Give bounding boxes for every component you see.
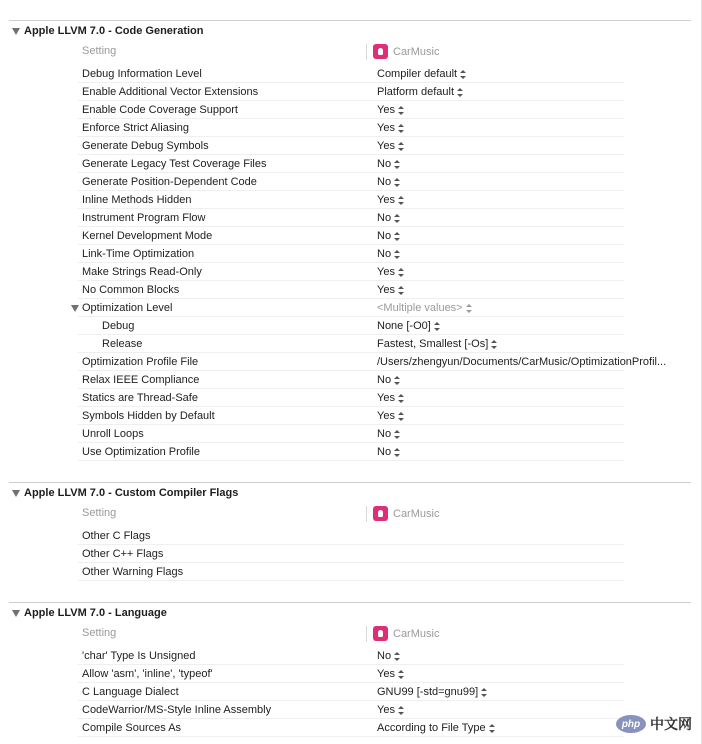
setting-row[interactable] (78, 563, 624, 581)
setting-value[interactable]: /Users/zhengyun/Documents/CarMusic/OptimizationProfil... (377, 356, 667, 368)
stepper-icon[interactable] (398, 196, 405, 205)
setting-label: 'char' Type Is Unsigned (82, 650, 196, 662)
section-header-code-generation[interactable] (12, 25, 203, 37)
setting-row[interactable] (78, 191, 624, 209)
setting-column-label: Setting (82, 507, 117, 519)
setting-value[interactable]: No (377, 428, 401, 440)
setting-label: Generate Position-Dependent Code (82, 176, 257, 188)
setting-label: Relax IEEE Compliance (82, 374, 200, 386)
stepper-icon[interactable] (398, 670, 405, 679)
setting-value[interactable]: Yes (377, 104, 405, 116)
setting-value[interactable]: <Multiple values> (377, 302, 473, 314)
setting-row[interactable] (78, 263, 624, 281)
setting-row[interactable] (78, 665, 624, 683)
setting-label: Compile Sources As (82, 722, 182, 734)
stepper-icon[interactable] (394, 250, 401, 259)
setting-value[interactable]: No (377, 374, 401, 386)
app-target-icon (373, 44, 388, 59)
stepper-icon[interactable] (460, 70, 467, 79)
disclosure-triangle-icon[interactable] (12, 28, 20, 35)
setting-label: Enforce Strict Aliasing (82, 122, 189, 134)
setting-label: Other Warning Flags (82, 566, 184, 578)
setting-label: Debug (102, 320, 135, 332)
setting-label: Generate Legacy Test Coverage Files (82, 158, 267, 170)
setting-row[interactable] (78, 101, 624, 119)
stepper-icon[interactable] (394, 430, 401, 439)
column-header (78, 505, 624, 523)
section-title: Apple LLVM 7.0 - Code Generation (24, 25, 204, 37)
left-gutter (0, 0, 9, 744)
stepper-icon[interactable] (394, 214, 401, 223)
target-column (373, 506, 439, 521)
stepper-icon[interactable] (394, 232, 401, 241)
stepper-icon[interactable] (398, 286, 405, 295)
setting-row[interactable] (78, 647, 624, 665)
setting-label: Symbols Hidden by Default (82, 410, 215, 422)
disclosure-triangle-icon[interactable] (12, 490, 20, 497)
setting-label: CodeWarrior/MS-Style Inline Assembly (82, 704, 272, 716)
watermark-text: 中文网 (650, 716, 692, 732)
setting-label: Statics are Thread-Safe (82, 392, 198, 404)
stepper-icon[interactable] (491, 340, 498, 349)
setting-label: Kernel Development Mode (82, 230, 213, 242)
setting-value[interactable]: Yes (377, 392, 405, 404)
setting-label: C Language Dialect (82, 686, 179, 698)
setting-label: Debug Information Level (82, 68, 202, 80)
setting-value[interactable]: No (377, 230, 401, 242)
setting-label: Optimization Profile File (82, 356, 199, 368)
section-title: Apple LLVM 7.0 - Language (24, 607, 167, 619)
setting-label: Release (102, 338, 143, 350)
setting-row[interactable] (78, 443, 624, 461)
setting-value[interactable]: No (377, 158, 401, 170)
stepper-icon[interactable] (394, 448, 401, 457)
setting-label: Other C Flags (82, 530, 151, 542)
target-name: CarMusic (393, 627, 440, 640)
stepper-icon[interactable] (489, 724, 496, 733)
setting-row[interactable] (78, 425, 624, 443)
setting-row[interactable] (78, 701, 624, 719)
setting-value[interactable]: Yes (377, 668, 405, 680)
target-name: CarMusic (393, 507, 440, 520)
section-header-language[interactable] (12, 607, 167, 619)
setting-column-label: Setting (82, 627, 117, 639)
setting-value[interactable]: Yes (377, 140, 405, 152)
setting-value[interactable]: According to File Type (377, 722, 496, 734)
section-separator (9, 602, 691, 603)
setting-subrow[interactable] (78, 317, 624, 335)
setting-value[interactable]: Yes (377, 410, 405, 422)
setting-row[interactable] (78, 545, 624, 563)
stepper-icon[interactable] (398, 412, 405, 421)
setting-label: Instrument Program Flow (82, 212, 206, 224)
setting-row[interactable] (78, 719, 624, 737)
setting-row[interactable] (78, 209, 624, 227)
stepper-icon[interactable] (394, 652, 401, 661)
setting-label: Enable Additional Vector Extensions (82, 86, 259, 98)
setting-row[interactable] (78, 281, 624, 299)
setting-row[interactable] (78, 227, 624, 245)
setting-label: Generate Debug Symbols (82, 140, 209, 152)
setting-value[interactable]: Yes (377, 704, 405, 716)
setting-value[interactable]: Yes (377, 122, 405, 134)
setting-row[interactable] (78, 389, 624, 407)
stepper-icon[interactable] (434, 322, 441, 331)
stepper-icon[interactable] (394, 376, 401, 385)
section-title: Apple LLVM 7.0 - Custom Compiler Flags (24, 487, 239, 499)
stepper-icon[interactable] (394, 160, 401, 169)
setting-row[interactable] (78, 137, 624, 155)
setting-value[interactable]: Yes (377, 284, 405, 296)
stepper-icon[interactable] (398, 394, 405, 403)
setting-label: Other C++ Flags (82, 548, 164, 560)
watermark (616, 714, 692, 734)
setting-value[interactable]: Platform default (377, 86, 464, 98)
column-divider (366, 44, 367, 60)
setting-row[interactable] (78, 245, 624, 263)
setting-row[interactable] (78, 683, 624, 701)
setting-value[interactable]: Yes (377, 266, 405, 278)
setting-label: Make Strings Read-Only (82, 266, 202, 278)
stepper-icon[interactable] (398, 106, 405, 115)
setting-column-label: Setting (82, 45, 117, 57)
column-header (78, 625, 624, 643)
stepper-icon[interactable] (398, 706, 405, 715)
setting-row[interactable] (78, 155, 624, 173)
column-divider (366, 626, 367, 642)
setting-label: Unroll Loops (82, 428, 144, 440)
setting-row[interactable] (78, 371, 624, 389)
stepper-icon[interactable] (398, 142, 405, 151)
setting-row[interactable] (78, 65, 624, 83)
section-separator (9, 20, 691, 21)
target-column (373, 44, 439, 59)
target-name: CarMusic (393, 45, 440, 58)
setting-value[interactable]: Compiler default (377, 68, 467, 80)
stepper-icon[interactable] (466, 304, 473, 313)
stepper-icon[interactable] (398, 124, 405, 133)
setting-label: Use Optimization Profile (82, 446, 200, 458)
setting-value[interactable]: Yes (377, 194, 405, 206)
setting-value[interactable]: No (377, 212, 401, 224)
setting-row[interactable] (78, 119, 624, 137)
setting-label: No Common Blocks (82, 284, 180, 296)
disclosure-triangle-icon[interactable] (71, 305, 79, 312)
setting-label: Allow 'asm', 'inline', 'typeof' (82, 668, 213, 680)
column-divider (366, 506, 367, 522)
setting-label: Inline Methods Hidden (82, 194, 192, 206)
setting-value[interactable]: No (377, 650, 401, 662)
stepper-icon[interactable] (394, 178, 401, 187)
setting-value[interactable]: No (377, 446, 401, 458)
setting-value[interactable]: None [-O0] (377, 320, 441, 332)
setting-label: Enable Code Coverage Support (82, 104, 238, 116)
section-separator (9, 482, 691, 483)
stepper-icon[interactable] (398, 268, 405, 277)
setting-row[interactable] (78, 527, 624, 545)
setting-value[interactable]: No (377, 248, 401, 260)
php-logo-icon: php (616, 715, 646, 733)
section-header-custom-compiler-flags[interactable] (12, 487, 238, 499)
setting-label: Link-Time Optimization (82, 248, 195, 260)
setting-row[interactable] (78, 173, 624, 191)
setting-row[interactable] (78, 407, 624, 425)
setting-row[interactable] (78, 83, 624, 101)
setting-value[interactable]: Fastest, Smallest [-Os] (377, 338, 498, 350)
stepper-icon[interactable] (481, 688, 488, 697)
app-target-icon (373, 626, 388, 641)
target-column (373, 626, 439, 641)
disclosure-triangle-icon[interactable] (12, 610, 20, 617)
setting-row[interactable] (78, 353, 667, 371)
setting-label: Optimization Level (82, 302, 173, 314)
column-header (78, 43, 624, 61)
stepper-icon[interactable] (457, 88, 464, 97)
setting-value[interactable]: No (377, 176, 401, 188)
app-target-icon (373, 506, 388, 521)
setting-subrow[interactable] (78, 335, 624, 353)
setting-value[interactable]: GNU99 [-std=gnu99] (377, 686, 488, 698)
setting-row-optimization-level[interactable] (78, 299, 624, 317)
